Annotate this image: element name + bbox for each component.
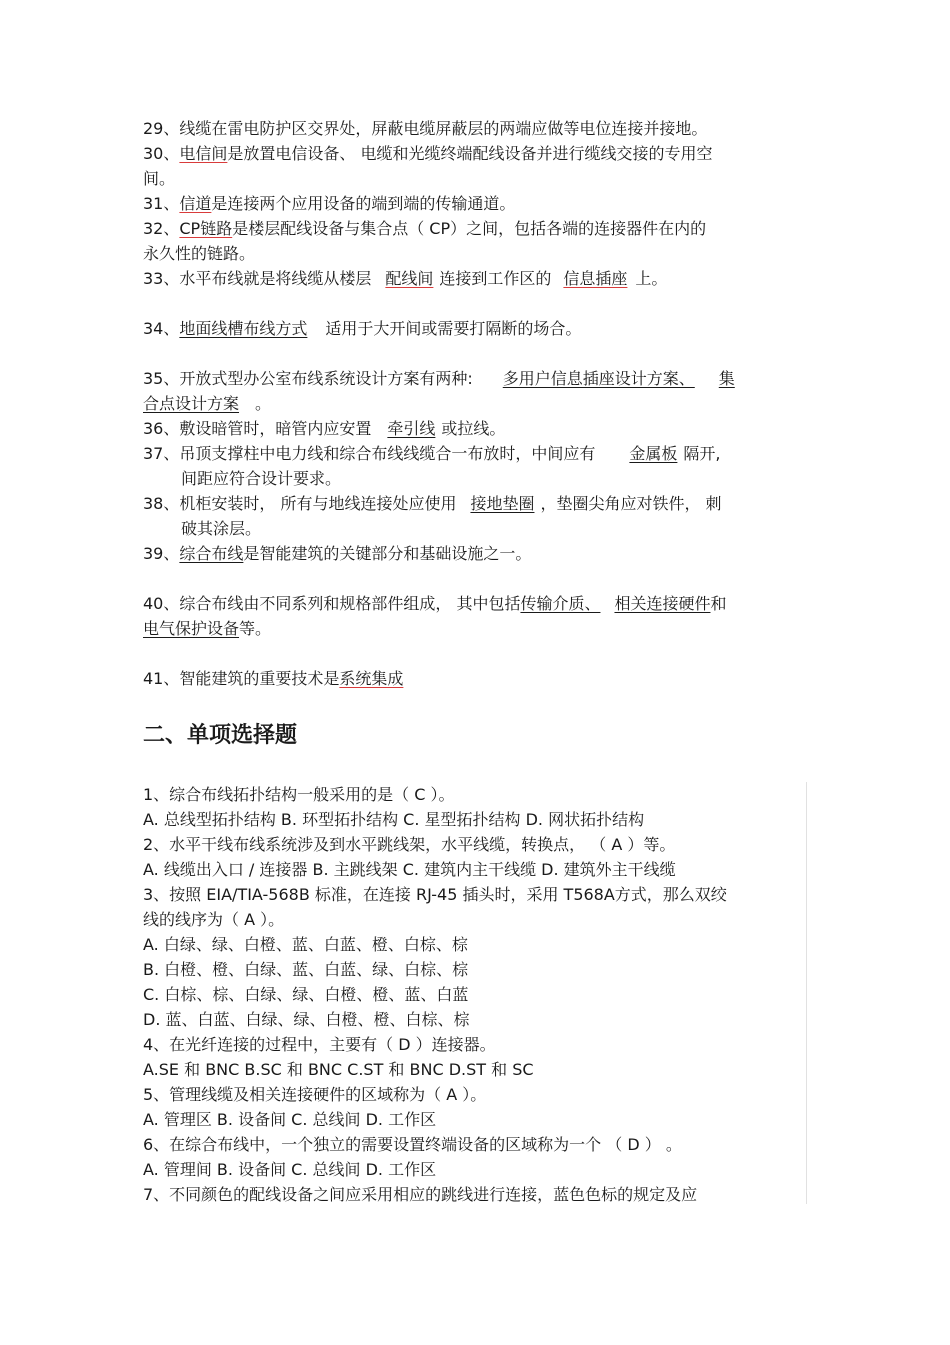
question-39: 39、综合布线是智能建筑的关键部分和基础设施之一。 (143, 544, 532, 563)
question-38: 38、机柜安装时， 所有与地线连接处应使用 接地垫圈 ，垫圈尖角应对铁件， 刺 (143, 494, 722, 513)
question-32: 32、CP链路是楼层配线设备与集合点（ CP）之间，包括各端的连接器件在内的 (143, 219, 707, 238)
answer-33-b: 信息插座 (563, 269, 628, 288)
answer-40-c: 电气保护设备 (143, 619, 240, 638)
choice-4-options: A.SE 和 BNC B.SC 和 BNC C.ST 和 BNC D.ST 和 SC (143, 1060, 534, 1079)
question-40-cont: 电气保护设备等。 (143, 619, 272, 638)
choice-3-option-b: B. 白橙、橙、白绿、蓝、白蓝、绿、白棕、棕 (143, 960, 469, 979)
question-40: 40、综合布线由不同系列和规格部件组成， 其中包括传输介质、 相关连接硬件和 (143, 594, 727, 613)
question-29: 29、线缆在雷电防护区交界处，屏蔽电缆屏蔽层的两端应做等电位连接并接地。 (143, 119, 708, 138)
answer-35-a: 多用户信息插座设计方案、 (502, 369, 695, 388)
question-37-cont: 间距应符合设计要求。 (181, 469, 342, 488)
choice-3-option-d: D. 蓝、白蓝、白绿、绿、白橙、橙、白棕、棕 (143, 1010, 470, 1029)
choice-5-options: A. 管理区 B. 设备间 C. 总线间 D. 工作区 (143, 1110, 437, 1129)
answer-40-b: 相关连接硬件 (614, 594, 711, 613)
question-30-cont: 间。 (143, 169, 176, 188)
answer-39: 综合布线 (179, 544, 244, 563)
question-35-cont: 合点设计方案 。 (143, 394, 272, 413)
choice-4: 4、在光纤连接的过程中，主要有（ D ）连接器。 (143, 1035, 496, 1054)
answer-33-a: 配线间 (385, 269, 434, 288)
choice-6-options: A. 管理间 B. 设备间 C. 总线间 D. 工作区 (143, 1160, 437, 1179)
section-title: 二、单项选择题 (143, 723, 298, 748)
question-32-cont: 永久性的链路。 (143, 244, 256, 263)
answer-36: 牵引线 (387, 419, 436, 438)
question-35: 35、开放式型办公室布线系统设计方案有两种: 多用户信息插座设计方案、 集 (143, 369, 735, 388)
choice-3: 3、按照 EIA/TIA-568B 标准，在连接 RJ-45 插头时，采用 T568A方式，那么双绞 (143, 885, 727, 904)
choice-3-option-c: C. 白棕、棕、白绿、绿、白橙、橙、蓝、白蓝 (143, 985, 469, 1004)
question-33: 33、水平布线就是将线缆从楼层 配线间 连接到工作区的 信息插座 上。 (143, 269, 668, 288)
choice-2-options: A. 线缆出入口 / 连接器 B. 主跳线架 C. 建筑内主干线缆 D. 建筑外主干线缆 (143, 860, 676, 879)
choice-5: 5、管理线缆及相关连接硬件的区域称为（ A ）。 (143, 1085, 487, 1104)
answer-35-b: 集 (718, 369, 735, 388)
choice-2: 2、水平干线布线系统涉及到水平跳线架，水平线缆，转换点， （ A ）等。 (143, 835, 676, 854)
question-34: 34、地面线槽布线方式 适用于大开间或需要打隔断的场合。 (143, 319, 582, 338)
choice-3-option-a: A. 白绿、绿、白橙、蓝、白蓝、橙、白棕、棕 (143, 935, 468, 954)
answer-32: CP链路 (179, 219, 233, 238)
choice-1-options: A. 总线型拓扑结构 B. 环型拓扑结构 C. 星型拓扑结构 D. 网状拓扑结构 (143, 810, 645, 829)
answer-40-a: 传输介质、 (520, 594, 601, 613)
choice-6: 6、在综合布线中，一个独立的需要设置终端设备的区域称为一个 （ D ） 。 (143, 1135, 682, 1154)
page-edge-rule (806, 782, 807, 1204)
question-37: 37、吊顶支撑柱中电力线和综合布线线缆合一布放时，中间应有 金属板 隔开, (143, 444, 721, 463)
question-31: 31、信道是连接两个应用设备的端到端的传输通道。 (143, 194, 516, 213)
question-30: 30、电信间是放置电信设备、 电缆和光缆终端配线设备并进行缆线交接的专用空 (143, 144, 713, 163)
choice-7: 7、不同颜色的配线设备之间应采用相应的跳线进行连接，蓝色色标的规定及应 (143, 1185, 698, 1204)
choice-3-cont: 线的线序为（ A ）。 (143, 910, 285, 929)
choice-1: 1、综合布线拓扑结构一般采用的是（ C ）。 (143, 785, 455, 804)
answer-37: 金属板 (629, 444, 678, 463)
answer-38: 接地垫圈 (470, 494, 535, 513)
question-36: 36、敷设暗管时，暗管内应安置 牵引线 或拉线。 (143, 419, 506, 438)
question-41: 41、智能建筑的重要技术是系统集成 (143, 669, 404, 688)
answer-30: 电信间 (179, 144, 228, 163)
answer-31: 信道 (179, 194, 212, 213)
answer-35-b-cont: 合点设计方案 (143, 394, 240, 413)
question-38-cont: 破其涂层。 (181, 519, 262, 538)
answer-41: 系统集成 (339, 669, 404, 688)
answer-34: 地面线槽布线方式 (179, 319, 308, 338)
